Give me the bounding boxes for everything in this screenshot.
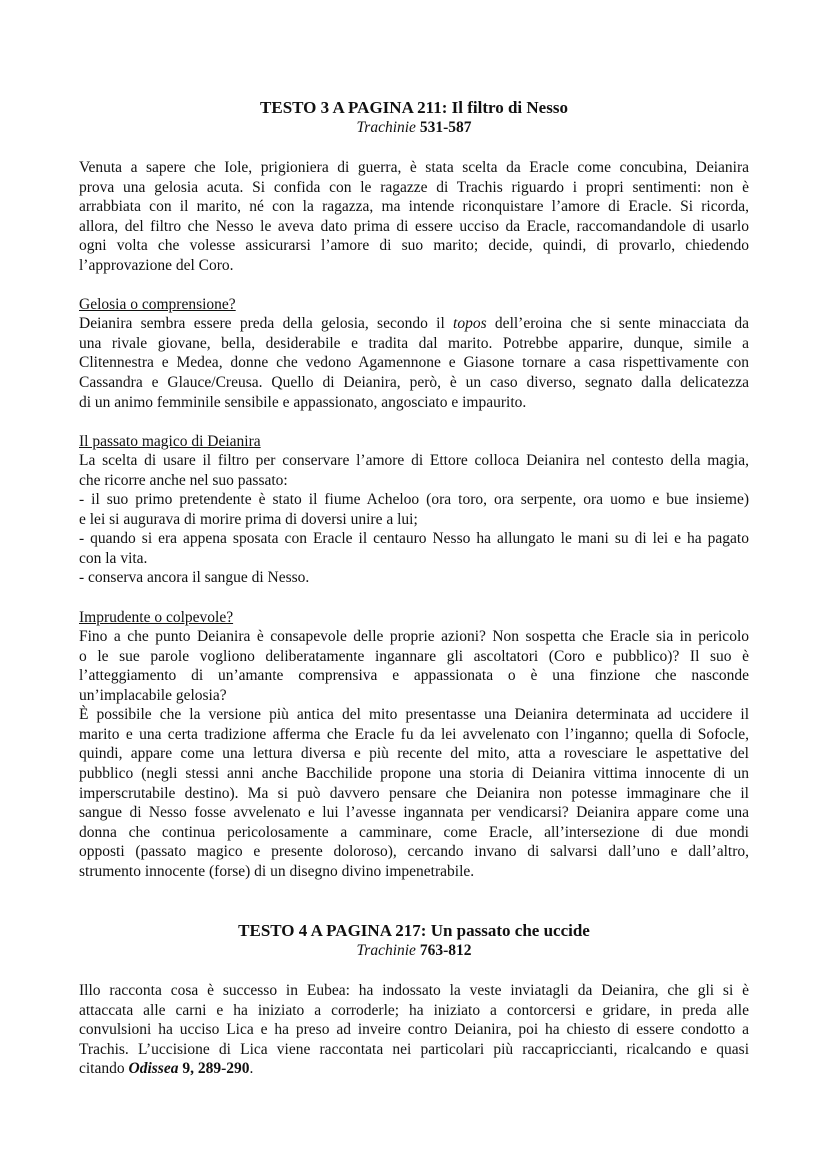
text-line: Fino a che punto Deianira è consapevole delle proprie azioni? Non sospetta che Eracle sia in pericolo (79, 628, 749, 646)
text-line: Deianira sembra essere preda della gelosia, secondo il topos dell’eroina che si sente minacciata da (79, 315, 749, 333)
subsection-heading: Gelosia o comprensione? (79, 295, 236, 313)
section-subtitle (79, 941, 749, 960)
verse-range: 763-812 (415, 942, 472, 960)
text-line: l’atteggiamento di un’amante comprensiva e appassionata o è una finzione che nasconde (79, 667, 749, 685)
work-title: Trachinie (356, 942, 416, 960)
text-line: o le sue parole vogliono deliberatamente ingannare gli ascoltatori (Coro e pubblico)? Il suo è (79, 647, 749, 665)
text-line: strumento innocente (forse) di un disegno divino impenetrabile. (79, 862, 475, 880)
text-line: Clitennestra e Medea, donne che vedono Agamennone e Giasone tornare a casa rispettivamente con (79, 354, 749, 372)
text-line: pubblico (negli stessi anni anche Bacchilide propone una storia di Deianira vittima innocente di un (79, 764, 749, 782)
subsection-heading: Imprudente o colpevole? (79, 608, 234, 626)
section-title: TESTO 3 A PAGINA 211: Il filtro di Nesso (260, 98, 568, 117)
work-title: Trachinie (356, 119, 416, 136)
subsection-paragraph (79, 627, 749, 881)
subsections (79, 275, 749, 881)
text-line: l’approvazione del Coro. (79, 256, 234, 274)
text-line: e lei si augurava di morire prima di doversi unire a lui; (79, 510, 418, 528)
text-line: - conserva ancora il sangue di Nesso. (79, 569, 310, 587)
verse-range: 531-587 (415, 119, 472, 136)
text-line: ogni volta che volesse assicurarsi l’amore di suo marito; decide, quindi, di provarlo, chiedendo (79, 237, 749, 255)
text-line: - quando si era appena sposata con Eracle il centauro Nesso ha allungato le mani su di lei e ha pagato (79, 530, 749, 548)
text-line: arrabbiata con il marito, né con la ragazza, ma intende riconquistare l’amore di Eracle. Si ricorda, (79, 198, 749, 216)
verse-reference: 9, 289-290 (178, 1060, 250, 1078)
intro-paragraph (79, 981, 749, 1079)
text-line: con la vita. (79, 549, 148, 567)
text-line: È possibile che la versione più antica del mito presentasse una Deianira determinata ad uccidere il (79, 706, 749, 724)
text-line: convulsioni ha ucciso Lica e ha preso ad inveire contro Deianira, poi ha chiesto di essere condotto a (79, 1021, 749, 1039)
work-reference: Odissea (128, 1060, 179, 1078)
text-line: Venuta a sapere che Iole, prigioniera di guerra, è stata scelta da Eracle come concubina, Deianira (79, 159, 749, 176)
text-line: attaccata alle carni e ha iniziato a corroderle; ha iniziato a contorcersi e gridare, in preda alle (79, 1001, 749, 1019)
subsection-paragraph (79, 451, 749, 588)
text-line: La scelta di usare il filtro per conservare l’amore di Ettore colloca Deianira nel contesto della magia, (79, 452, 749, 470)
text-line: - il suo primo pretendente è stato il fiume Acheloo (ora toro, ora serpente, ora uomo e bue insieme) (79, 491, 749, 509)
text-line: opposti (passato magico e presente doloroso), cercando invano di salvarsi dall’uno e dall’altro, (79, 843, 749, 861)
text-line: marito e una certa tradizione afferma che Eracle fu da lei avvelenato con l’inganno; quella di Sofocle, (79, 725, 749, 743)
text-line: quindi, appare come una lettura diversa e più recente del mito, atta a rovesciare le aspettative del (79, 745, 749, 763)
text-line: allora, del filtro che Nesso le aveva dato prima di essere ucciso da Eracle, raccomandandole di usarlo (79, 217, 749, 235)
document-page (79, 98, 749, 1079)
text-line: donna che continua pericolosamente a camminare, come Eracle, all’intersezione di due mondi (79, 823, 749, 841)
text-line: sangue di Nesso fosse avvelenato e lui l’avesse ingannata per vendicarsi? Deianira appare come una (79, 804, 749, 822)
text-line: che ricorre anche nel suo passato: (79, 471, 288, 489)
text-line: Trachis. L’uccisione di Lica viene raccontata nei particolari più raccapriccianti, ricalcando e quasi (79, 1040, 749, 1058)
text-line: imperscrutabile destino). Ma si può davvero pensare che Deianira non potesse immaginare che il (79, 784, 749, 802)
text-line: una rivale giovane, bella, desiderabile e tradita dal marito. Potrebbe apparire, dunque, simile a (79, 334, 749, 352)
italic-term: topos (453, 315, 487, 333)
text-line: di un animo femminile sensibile e appassionato, angosciato e impaurito. (79, 393, 527, 411)
text-line: prova una gelosia acuta. Si confida con le ragazze di Trachis riguardo i propri sentimenti: non è (79, 178, 749, 196)
text-line: Illo racconta cosa è successo in Eubea: ha indossato la veste inviatagli da Deianira, che gli si è (79, 982, 749, 1000)
subsection-paragraph (79, 314, 749, 412)
section-title: TESTO 4 A PAGINA 217: Un passato che uccide (238, 921, 590, 941)
text-line: citando Odissea 9, 289-290. (79, 1060, 254, 1078)
subsection-heading: Il passato magico di Deianira (79, 432, 261, 450)
text-line: un’implacabile gelosia? (79, 686, 227, 704)
section-subtitle (79, 118, 749, 137)
text-line: Cassandra e Glauce/Creusa. Quello di Deianira, però, è un caso diverso, segnato dalla delicatezza (79, 374, 749, 392)
intro-paragraph (79, 158, 749, 275)
